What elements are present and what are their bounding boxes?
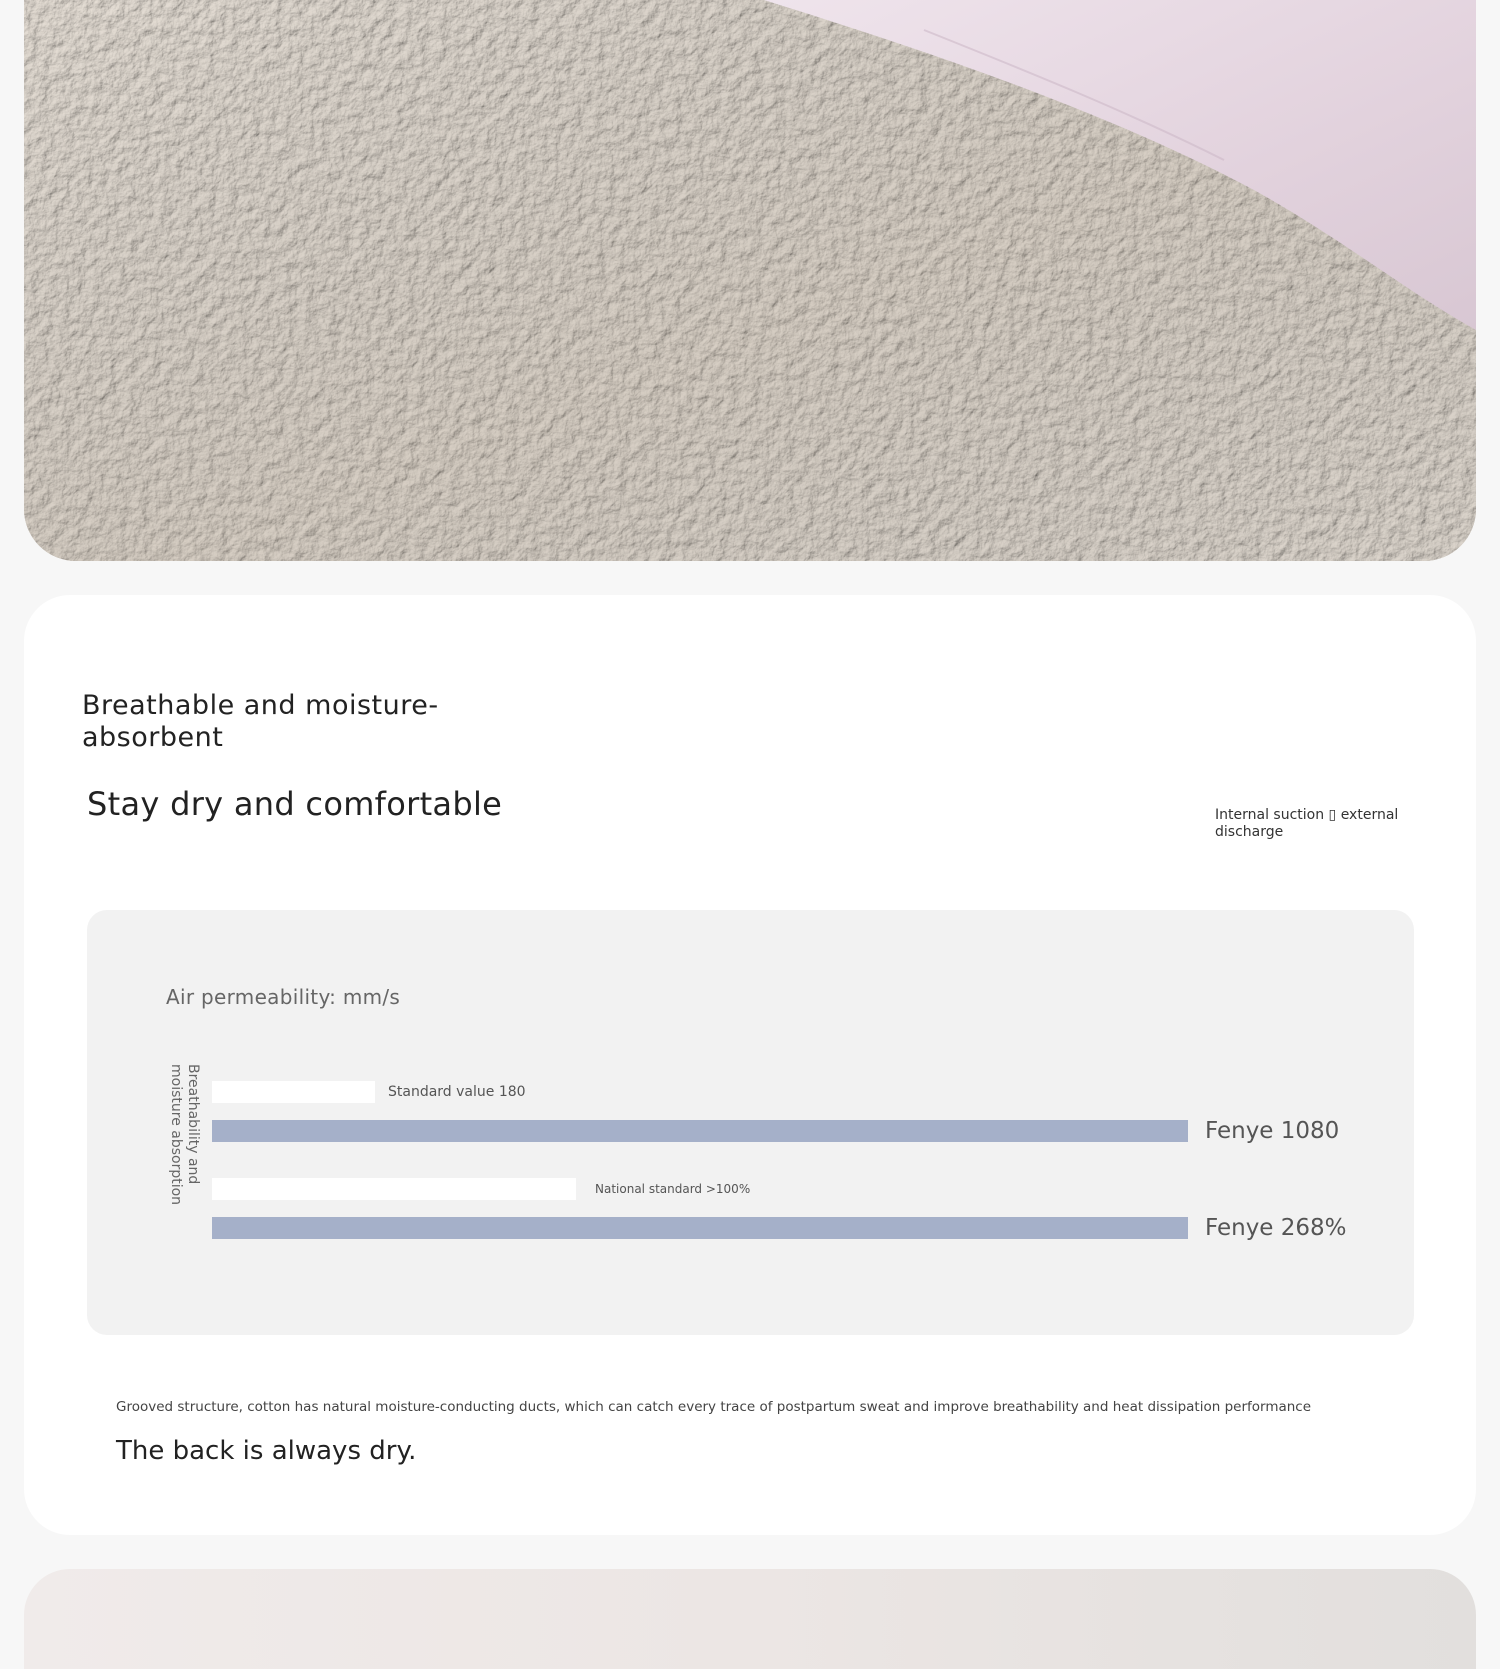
chart-y-label: Breathability and moisture absorption: [168, 1064, 201, 1206]
air-permeability-chart: [87, 910, 1414, 1335]
fenye-bar-1: [212, 1120, 1188, 1142]
fenye-label-1: Fenye 1080: [1205, 1118, 1340, 1144]
side-note: Internal suction ▯ external discharge: [1215, 807, 1399, 840]
fabric-photo: [24, 0, 1476, 561]
section-heading: Breathable and moisture-absorbent: [82, 690, 439, 753]
breathability-card: [24, 595, 1476, 1535]
fenye-label-2: Fenye 268%: [1205, 1215, 1347, 1241]
standard-bar-1: [212, 1081, 375, 1103]
standard-bar-2: [212, 1178, 576, 1200]
section-subheading: Stay dry and comfortable: [87, 785, 503, 823]
next-section-photo: [24, 1569, 1476, 1669]
standard-label-1: Standard value 180: [388, 1084, 526, 1100]
chart-title: Air permeability: mm/s: [166, 985, 401, 1009]
conclusion-text: The back is always dry.: [116, 1436, 417, 1466]
fenye-bar-2: [212, 1217, 1188, 1239]
standard-label-2: National standard >100%: [595, 1182, 751, 1196]
description-text: Grooved structure, cotton has natural moisture-conducting ducts, which can catch every trace of postpartum sweat and improve breathability and heat dissipation performance: [116, 1399, 1312, 1415]
